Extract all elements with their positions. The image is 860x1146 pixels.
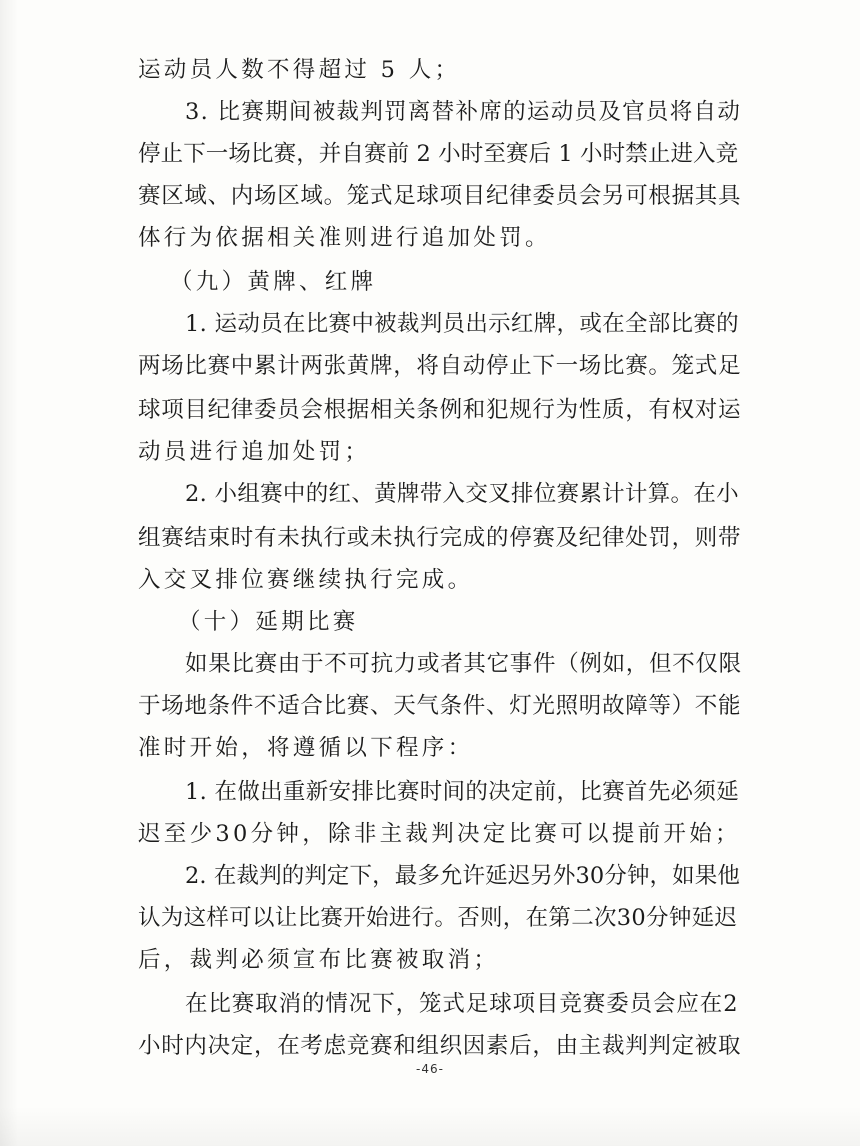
text-line-content: 后，裁判必须宣布比赛被取消； xyxy=(138,947,500,973)
text-line xyxy=(0,344,860,388)
text-line xyxy=(0,132,860,176)
text-line xyxy=(0,174,860,218)
text-line-content: 准时开始，将遵循以下程序： xyxy=(138,735,474,761)
text-line-content: 迟至少30分钟，除非主裁判决定比赛可以提前开始； xyxy=(138,821,741,847)
section-heading xyxy=(0,600,860,644)
text-line xyxy=(0,302,860,346)
text-line-content: 于场地条件不适合比赛、天气条件、灯光照明故障等）不能 xyxy=(138,693,742,719)
text-line-content: 组赛结束时有未执行或未执行完成的停赛及纪律处罚，则带 xyxy=(138,525,742,551)
text-line xyxy=(0,982,860,1026)
text-line-content: 小时内决定，在考虑竞赛和组织因素后，由主裁判判定被取 xyxy=(138,1033,742,1059)
text-line xyxy=(0,558,860,602)
text-line-content: 1. 在做出重新安排比赛时间的决定前，比赛首先必须延 xyxy=(185,779,739,805)
text-line xyxy=(0,430,860,474)
text-line-content: 1. 运动员在比赛中被裁判员出示红牌，或在全部比赛的 xyxy=(185,311,739,337)
text-line-content: 赛区域、内场区域。笼式足球项目纪律委员会另可根据其具 xyxy=(138,183,742,209)
text-line xyxy=(0,896,860,940)
text-line xyxy=(0,854,860,898)
text-line xyxy=(0,472,860,516)
text-line-content: 两场比赛中累计两张黄牌，将自动停止下一场比赛。笼式足 xyxy=(138,353,742,379)
text-line xyxy=(0,726,860,770)
text-line xyxy=(0,642,860,686)
text-line-content: 停止下一场比赛，并自赛前 2 小时至赛后 1 小时禁止进入竞 xyxy=(138,141,739,167)
section-heading xyxy=(0,260,860,304)
text-line xyxy=(0,938,860,982)
text-line-content: 认为这样可以让比赛开始进行。否则，在第二次30分钟延迟 xyxy=(138,905,738,931)
text-line-content: 动员进行追加处罚； xyxy=(138,439,371,465)
text-line-content: 如果比赛由于不可抗力或者其它事件（例如，但不仅限 xyxy=(185,651,742,677)
text-line-content: 3. 比赛期间被裁判罚离替补席的运动员及官员将自动 xyxy=(185,99,742,125)
text-line xyxy=(0,812,860,856)
text-line xyxy=(0,770,860,814)
text-line-content: 2. 小组赛中的红、黄牌带入交叉排位赛累计计算。在小 xyxy=(185,481,739,507)
section-heading-text: （九）黄牌、红牌 xyxy=(170,269,377,295)
page-number: -46- xyxy=(416,1062,444,1076)
text-line-content: 在比赛取消的情况下，笼式足球项目竞赛委员会应在2 xyxy=(185,991,739,1017)
text-line xyxy=(0,48,860,92)
text-line xyxy=(0,90,860,134)
text-line xyxy=(0,216,860,260)
page-bottom-shadow xyxy=(0,1106,860,1146)
text-line-content: 2. 在裁判的判定下，最多允许延迟另外30分钟，如果他 xyxy=(185,863,740,889)
text-line xyxy=(0,388,860,432)
text-line-content: 球项目纪律委员会根据相关条例和犯规行为性质，有权对运 xyxy=(138,397,742,423)
text-line-content: 体行为依据相关准则进行追加处罚。 xyxy=(138,225,551,251)
text-line xyxy=(0,684,860,728)
text-line-content: 入交叉排位赛继续执行完成。 xyxy=(138,567,474,593)
text-line-content: 运动员人数不得超过 5 人； xyxy=(138,57,461,83)
text-line xyxy=(0,516,860,560)
section-heading-text: （十）延期比赛 xyxy=(178,609,359,635)
